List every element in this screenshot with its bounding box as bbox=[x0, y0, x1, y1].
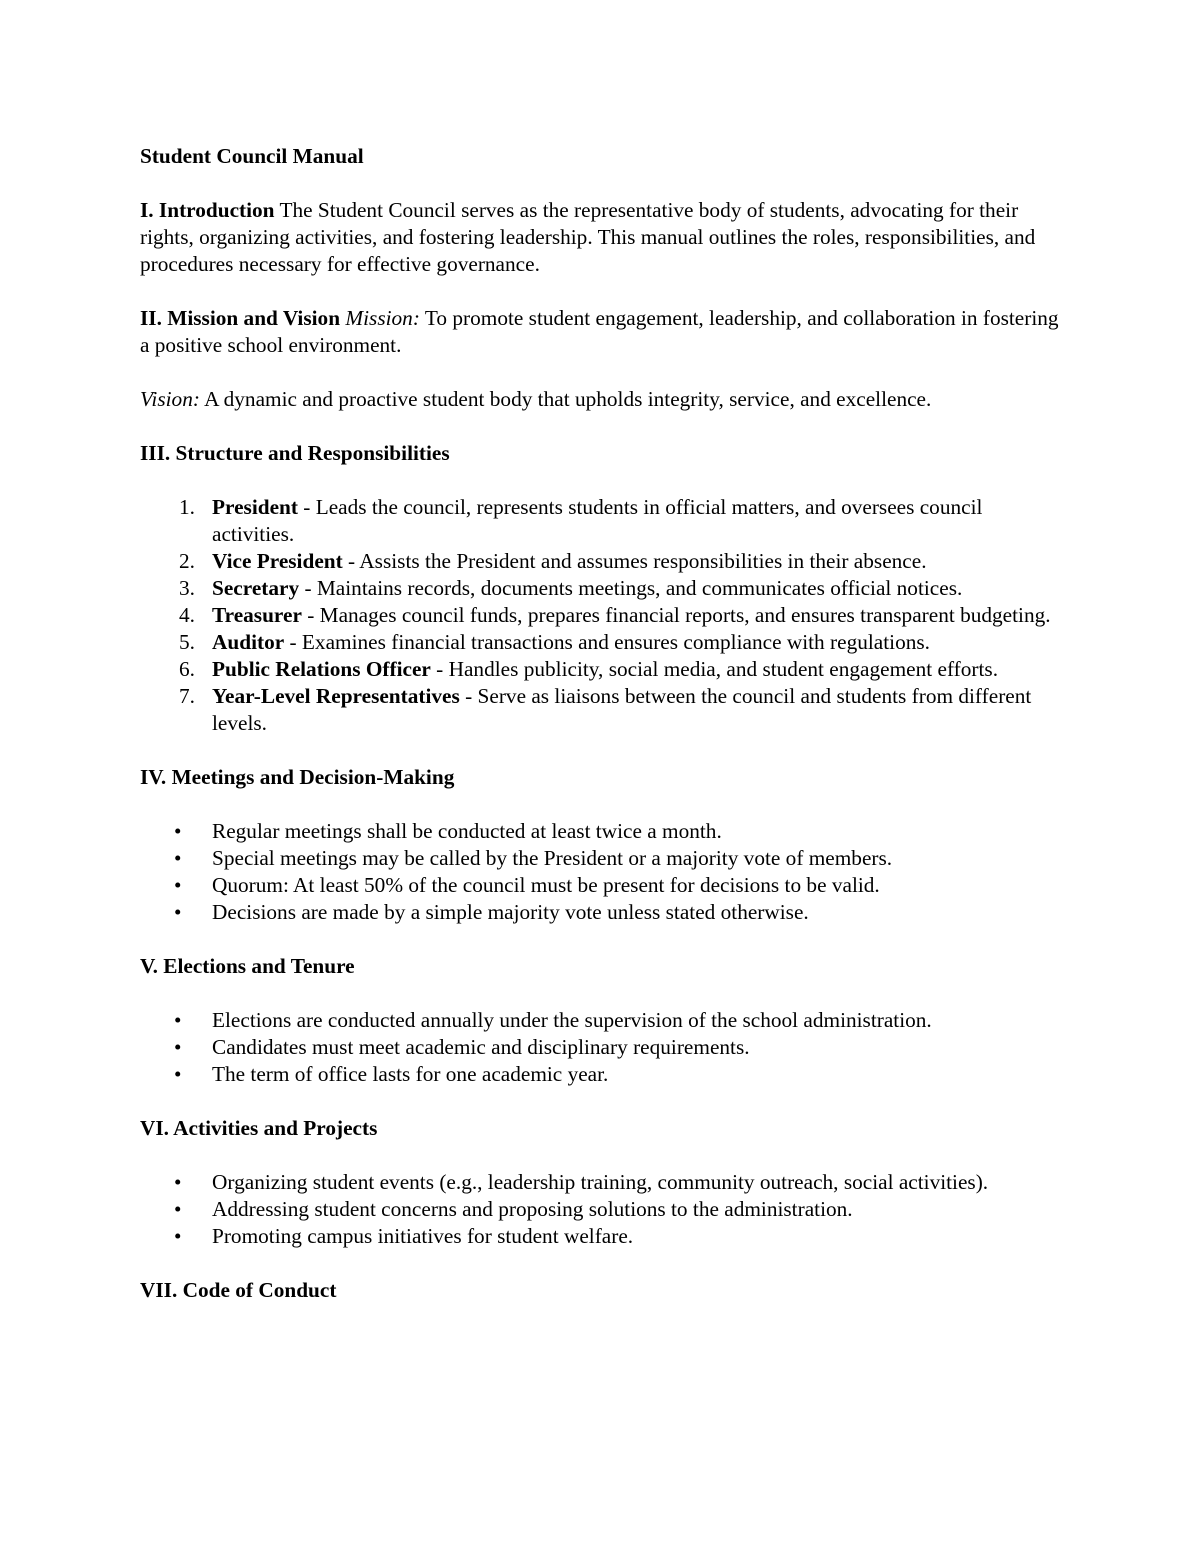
role-description: - Assists the President and assumes responsibilities in their absence. bbox=[342, 549, 927, 573]
list-number: 3. bbox=[179, 576, 195, 600]
bullet-icon: • bbox=[174, 1035, 182, 1059]
vision-label: Vision: bbox=[140, 387, 200, 411]
bullet-icon: • bbox=[174, 900, 182, 924]
structure-item bbox=[140, 683, 1060, 737]
bullet-icon: • bbox=[174, 1224, 182, 1248]
list-number: 6. bbox=[179, 657, 195, 681]
structure-item bbox=[140, 575, 1060, 602]
bullet-icon: • bbox=[174, 873, 182, 897]
role-description: - Examines financial transactions and ensures compliance with regulations. bbox=[284, 630, 930, 654]
mission-text: To promote student engagement, leadership, and collaboration in fostering a positive school environment. bbox=[140, 306, 1059, 357]
structure-item bbox=[140, 548, 1060, 575]
elections-list bbox=[140, 1007, 1060, 1088]
role-name: Treasurer bbox=[212, 603, 302, 627]
meetings-heading: IV. Meetings and Decision-Making bbox=[140, 765, 455, 789]
list-item bbox=[140, 845, 1060, 872]
document-title: Student Council Manual bbox=[140, 144, 364, 168]
list-item bbox=[140, 899, 1060, 926]
intro-text: The Student Council serves as the representative body of students, advocating for their rights, organizing activities, and fostering leadership. This manual outlines the roles, responsibilities, and procedures necessary for effective governance. bbox=[140, 198, 1036, 276]
bullet-icon: • bbox=[174, 1197, 182, 1221]
role-description: - Serve as liaisons between the council and students from different levels. bbox=[212, 684, 1032, 735]
list-item bbox=[140, 1034, 1060, 1061]
list-item-text: Special meetings may be called by the President or a majority vote of members. bbox=[212, 846, 893, 870]
activities-heading: VI. Activities and Projects bbox=[140, 1116, 378, 1140]
bullet-icon: • bbox=[174, 1008, 182, 1032]
role-name: Public Relations Officer bbox=[212, 657, 431, 681]
list-item bbox=[140, 1007, 1060, 1034]
intro-paragraph bbox=[140, 197, 1060, 278]
list-number: 1. bbox=[179, 495, 195, 519]
mission-vision-heading: II. Mission and Vision bbox=[140, 306, 341, 330]
list-item-text: Candidates must meet academic and disciplinary requirements. bbox=[212, 1035, 750, 1059]
list-item bbox=[140, 872, 1060, 899]
bullet-icon: • bbox=[174, 1062, 182, 1086]
role-description: - Maintains records, documents meetings, and communicates official notices. bbox=[299, 576, 963, 600]
role-name: Auditor bbox=[212, 630, 285, 654]
list-item bbox=[140, 1061, 1060, 1088]
role-description: - Leads the council, represents students in official matters, and oversees council activities. bbox=[212, 495, 983, 546]
bullet-icon: • bbox=[174, 1170, 182, 1194]
mission-paragraph bbox=[140, 305, 1060, 359]
bullet-icon: • bbox=[174, 846, 182, 870]
list-item-text: Regular meetings shall be conducted at least twice a month. bbox=[212, 819, 722, 843]
role-description: - Manages council funds, prepares financial reports, and ensures transparent budgeting. bbox=[301, 603, 1051, 627]
list-item bbox=[140, 818, 1060, 845]
list-item-text: Decisions are made by a simple majority vote unless stated otherwise. bbox=[212, 900, 809, 924]
role-name: Vice President bbox=[212, 549, 343, 573]
structure-item bbox=[140, 656, 1060, 683]
structure-item bbox=[140, 494, 1060, 548]
list-item bbox=[140, 1169, 1060, 1196]
list-number: 2. bbox=[179, 549, 195, 573]
list-item-text: The term of office lasts for one academic year. bbox=[212, 1062, 609, 1086]
list-item bbox=[140, 1196, 1060, 1223]
vision-text: A dynamic and proactive student body that upholds integrity, service, and excellence. bbox=[204, 387, 932, 411]
list-item-text: Organizing student events (e.g., leadership training, community outreach, social activities). bbox=[212, 1170, 989, 1194]
document-page bbox=[140, 143, 1060, 1304]
role-name: President bbox=[212, 495, 298, 519]
mission-label: Mission: bbox=[345, 306, 420, 330]
activities-list bbox=[140, 1169, 1060, 1250]
structure-item bbox=[140, 629, 1060, 656]
list-item-text: Promoting campus initiatives for student welfare. bbox=[212, 1224, 634, 1248]
elections-heading: V. Elections and Tenure bbox=[140, 954, 355, 978]
intro-heading: I. Introduction bbox=[140, 198, 275, 222]
list-number: 4. bbox=[179, 603, 195, 627]
list-item-text: Addressing student concerns and proposing solutions to the administration. bbox=[212, 1197, 853, 1221]
conduct-heading: VII. Code of Conduct bbox=[140, 1278, 337, 1302]
list-number: 7. bbox=[179, 684, 195, 708]
structure-item bbox=[140, 602, 1060, 629]
role-name: Secretary bbox=[212, 576, 300, 600]
structure-list bbox=[140, 494, 1060, 737]
role-name: Year-Level Representatives bbox=[212, 684, 460, 708]
list-number: 5. bbox=[179, 630, 195, 654]
bullet-icon: • bbox=[174, 819, 182, 843]
role-description: - Handles publicity, social media, and student engagement efforts. bbox=[430, 657, 999, 681]
list-item-text: Quorum: At least 50% of the council must be present for decisions to be valid. bbox=[212, 873, 880, 897]
meetings-list bbox=[140, 818, 1060, 926]
list-item bbox=[140, 1223, 1060, 1250]
list-item-text: Elections are conducted annually under the supervision of the school administration. bbox=[212, 1008, 932, 1032]
vision-paragraph bbox=[140, 386, 1060, 413]
structure-heading: III. Structure and Responsibilities bbox=[140, 441, 450, 465]
